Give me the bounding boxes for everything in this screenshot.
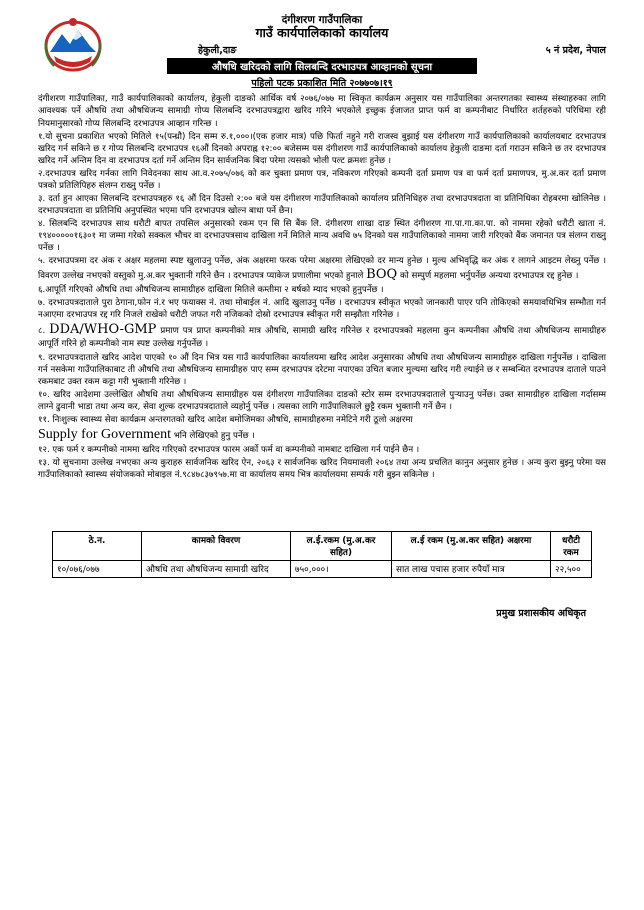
table-cell: सात लाख पचास हजार रुपैयाँ मात्र — [392, 561, 551, 578]
notice-body — [38, 93, 606, 481]
table-cell: २२,५०० — [551, 561, 592, 578]
clause-5-text-a: ५. दरभाउपत्रमा दर अंक र अक्षर महलमा स्पष्ट खुलाउनु पर्नेछ, अंक अक्षरमा फरक परेमा अक्षरमा लेखिएको दर मान्य हुनेछ । मुल्य अभिवृद्धि कर अंक र लागने आइटम लेख्नु पर्नेछ । विवरण उल्लेख नभएको वस्तुको मु.अ.कर भुक्तानी गरिने छैन । दरभाउपत्र प्याकेज प्रणालीमा भएको हुनाले — [38, 255, 606, 281]
clause-8 — [38, 322, 606, 350]
clause-3: ३. दर्ता हुन आएका सिलबन्दि दरभाउपत्रहरु १६ औं दिन दिउसो २:०० बजे यस दंगीशरण गाउँपालिकाको कार्यालय प्रतिनिधिहरु तथा दरभाउपत्रदाता वा प्रतिनिधिका रोहबरमा खोलिनेछ । दरभाउपत्रदाता वा प्रतिनिधि अनुपस्थित भएमा पनि दरभाउपत्र खोल्न बाधा पर्ने छैन। — [38, 193, 606, 216]
column-header: कामको विवरण — [142, 532, 291, 561]
office-name: गाउँ कार्यपालिकाको कार्यालय — [255, 25, 389, 41]
column-header: ल.ई.रकम (मु.अ.कर सहित) — [291, 532, 392, 561]
table-cell: ७५०,०००। — [291, 561, 392, 578]
address: हेकुली,दाङ — [198, 45, 237, 57]
clause-8-number: ८. — [38, 326, 50, 337]
publication-date-text: पहिलो पटक प्रकाशित मिति २०७७०७।१९ — [251, 78, 393, 90]
table-cell: १०/०७६/०७७ — [53, 561, 142, 578]
clause-12: १२. एक फर्म र कम्पनीको नाममा खरिद गरिएको दरभाउपत्र फारम अर्को फर्म वा कम्पनीको नामबाट दाखिला गर्न पाईने छैन । — [38, 445, 420, 456]
column-header: धरौटी रकम — [551, 532, 592, 561]
province: ५ नं प्रदेश, नेपाल — [545, 45, 606, 57]
clause-8-text: प्रमाण पत्र प्राप्त कम्पनीको मात्र औषधि, सामाग्री खरिद गरिनेछ र दरभाउपत्रको महलमा कुन कम्पनीका औषधि तथा औषधिजन्य सामाग्रीहरु आपूर्ति गरिने हो कम्पनीको नाम स्पष्ट उल्लेख गर्नुपर्नेछ । — [38, 326, 606, 350]
estimate-table — [52, 531, 592, 578]
column-header: ठे.न. — [53, 532, 142, 561]
clause-5 — [38, 255, 606, 283]
table-row — [53, 561, 592, 578]
clause-11-text-b: भनि लेखिएको हुनु पर्नेछ । — [170, 430, 255, 441]
clause-4: ४. सिलबन्दि दरभाउपत्र साथ धरौटी बापत तपसिल अनुसारको रकम एन सि सि बैंक लि. दंगीशरण शाखा दाङ स्थित दंगीशरण गा.पा.गा.का.पा. को नाममा रहेको धरौटी खाता नं. १९४०००००१६३०१ मा जम्मा गरेको सक्कल भौचर वा दरभाउपत्रसाथ दाखिला गर्ने मितिले मान्य अवधि ७५ दिनको यस गाउँपालिकाको नाममा जारी गरिएको बैंक जमानत पत्र संलग्न राख्नु पर्नेछ । — [38, 218, 606, 253]
clause-13: १३. यो सुचनामा उल्लेख नभएका अन्य कुराहरु सार्वजनिक खरिद ऐन, २०६३ र सार्वजनिक खरिद नियमावली २०६४ तथा अन्य प्रचलित कानुन अनुसार हुनेछ । अन्य कुरा बुझ्नु परेमा यस गाउँपालिकाको स्वास्थ्य संयोजकको मोबाइल नं.९८४७८३७९५७.मा वा कार्यालय समय भित्र कार्यालयमा सम्पर्क गरी बुझ्न सकिनेछ । — [38, 458, 606, 481]
location-line — [38, 43, 606, 56]
clause-5-text-b: को सम्पुर्ण महलमा भर्नुपर्नेछ अन्यथा दरभाउपत्र रद्द हुनेछ । — [397, 270, 579, 281]
table-cell: औषधि तथा औषधिजन्य सामाग्री खरिद — [142, 561, 291, 578]
supply-for-government-label: Supply for Government — [38, 426, 171, 442]
clause-11 — [38, 414, 606, 444]
government-emblem-icon — [40, 12, 106, 76]
clause-1: १.यो सुचना प्रकाशित भएको मितिले १५(पन्ध्रौ) दिन सम्म रु.१,०००।(एक हजार मात्र) पछि फिर्ता नहुने गरी राजस्व बुझाई यस दंगीशरण गाउँ कार्यपालिकाको कार्यालयबाट दरभाउपत्र खरिद गर्न सकिने छ र गोप्य सिलबन्दि दरभाउपत्र १६औं दिनको अपराह्न १२:०० बजेसम्म यस दंगीशरण गाउँ कार्यपालिकाको कार्यालय हेकुली दाङमा दर्ता गराउन सकिने छ तर दरभाउपत्र खरिद गर्ने अन्तिम दिन वा दरभाउपत्र दर्ता गर्ने अन्तिम दिन सार्वजनिक बिदा परेमा त्यसको भोली पल्ट क्रमशः हुनेछ । — [38, 131, 606, 166]
dda-gmp-label: DDA/WHO-GMP — [49, 322, 157, 338]
notice-title: औषधि खरिदको लागि सिलबन्दि दरभाउपत्र आव्हानको सूचना — [167, 58, 477, 74]
clause-6: ६.आपूर्ति गरिएको औषधि तथा औषधिजन्य सामाग्रीहरु दाखिला मितिले कम्तीमा २ बर्षको म्याद भएको हुनुपर्नेछ । — [38, 285, 384, 296]
signatory-title: प्रमुख प्रशासकीय अधिकृत — [496, 608, 586, 620]
clause-11-text: ११. निःशुल्क स्वास्थ्य सेवा कार्यक्रम अन्तरगतको खरिद आदेश बमोजिमका औषधि, सामाग्रीहरुमा नमेटिने गरी ठूलो अक्षरमा — [38, 414, 413, 425]
clause-7: ७. दरभाउपत्रदाताले पुरा ठेगाना,फोन नं.र भए फयाक्स नं. तथा मोबाईल नं. आदि खुलाउनु पर्नेछ । दरभाउपत्र स्वीकृत भएको जानकारी पाएर पनि तोकिएको समयावधिभित्र सम्भौता गर्न नआएमा दरभाउपत्र रद्द गरि निजले राखेको धरौटी जफत गरी नजिकको दोस्रो दरभाउपत्र स्वीकृत गरी सम्झौता गरिनेछ । — [38, 298, 606, 321]
column-header: ल.ई रकम (मु.अ.कर सहित) अक्षरमा — [392, 532, 551, 561]
boq-label: BOQ — [366, 266, 398, 282]
publication-date — [38, 76, 606, 89]
table-header-row — [53, 532, 592, 561]
municipality-name: दंगीशरण गाउँपालिका — [281, 14, 363, 26]
intro-paragraph: दंगीशरण गाउँपालिका, गाउँ कार्यपालिकाको कार्यालय, हेकुली दाङको आर्थिक वर्ष २०७६/०७७ मा स्विकृत कार्यक्रम अनुसार यस गाउँपालिका अन्तरगतका स्वास्थ्य संस्थाहरुका लागि आवश्यक पर्ने औषधि तथा औषधिजन्य सामाग्री गोप्य सिलबन्दि दरभाउपत्रद्वारा खरिद गरिने भएकोले इच्छुक ईजाजत प्राप्त फर्म वा कम्पनीबाट निर्धारित शर्तहरुको परिधिमा रही नियमानुसारको गोप्य सिलबन्दि दरभाउपत्र आव्हान गरिन्छ । — [38, 94, 606, 129]
notice-header — [38, 0, 606, 40]
clause-10: १०. खरिद आदेशमा उल्लेखित औषधि तथा औषधिजन्य सामाग्रीहरु यस दंगीशरण गाउँपालिका दाङको स्टोर सम्म दरभाउपत्रदाताले पुऱ्याउनु पर्नेछ। उक्त सामाग्रीहरु दाखिला गर्दासम्म लाग्ने ढुवानी भाडा तथा अन्य कर, सेवा शुल्क दरभाउपत्रदाताले व्यहोर्नु पर्नेछ । त्यसका लागि गाउँपालिकाले छुट्टै रकम भुक्तानी गर्ने छैन । — [38, 389, 606, 412]
clause-2: २.दरभाउपत्र खरिद गर्नका लागि निवेदनका साथ आ.व.२०७५/०७६ को कर चुक्ता प्रमाण पत्र, नविकरण गरिएको कम्पनी दर्ता प्रमाण पत्र वा फर्म दर्ता प्रमाणपत्र, मु.अ.कर दर्ता प्रमाण पत्रको प्रतिलिपिहरु संलग्न राख्नु पर्नेछ । — [38, 168, 606, 191]
clause-9: ९. दरभाउपत्रदाताले खरिद आदेश पाएको १० औं दिन भित्र यस गाउँ कार्यपालिका कार्यालयमा खरिद आदेश अनुसारका औषधि तथा औषधिजन्य सामाग्रीहरु दाखिला गर्नुपर्नेछ । दाखिला गर्न नसकेमा गाउँपालिकाबाट ती औषधि तथा औषधिजन्य सामाग्रीहरु पाए सम्म दरभाउपत्र दरेटमा नपाएका उचित बजार मुल्यमा खरिद गरी ल्याईने छ र सम्बन्धित दरभाउपत्र दाताले पाउने रकमबाट उक्त रकम कट्टा गरी भुक्तानी गरिनेछ । — [38, 352, 606, 387]
